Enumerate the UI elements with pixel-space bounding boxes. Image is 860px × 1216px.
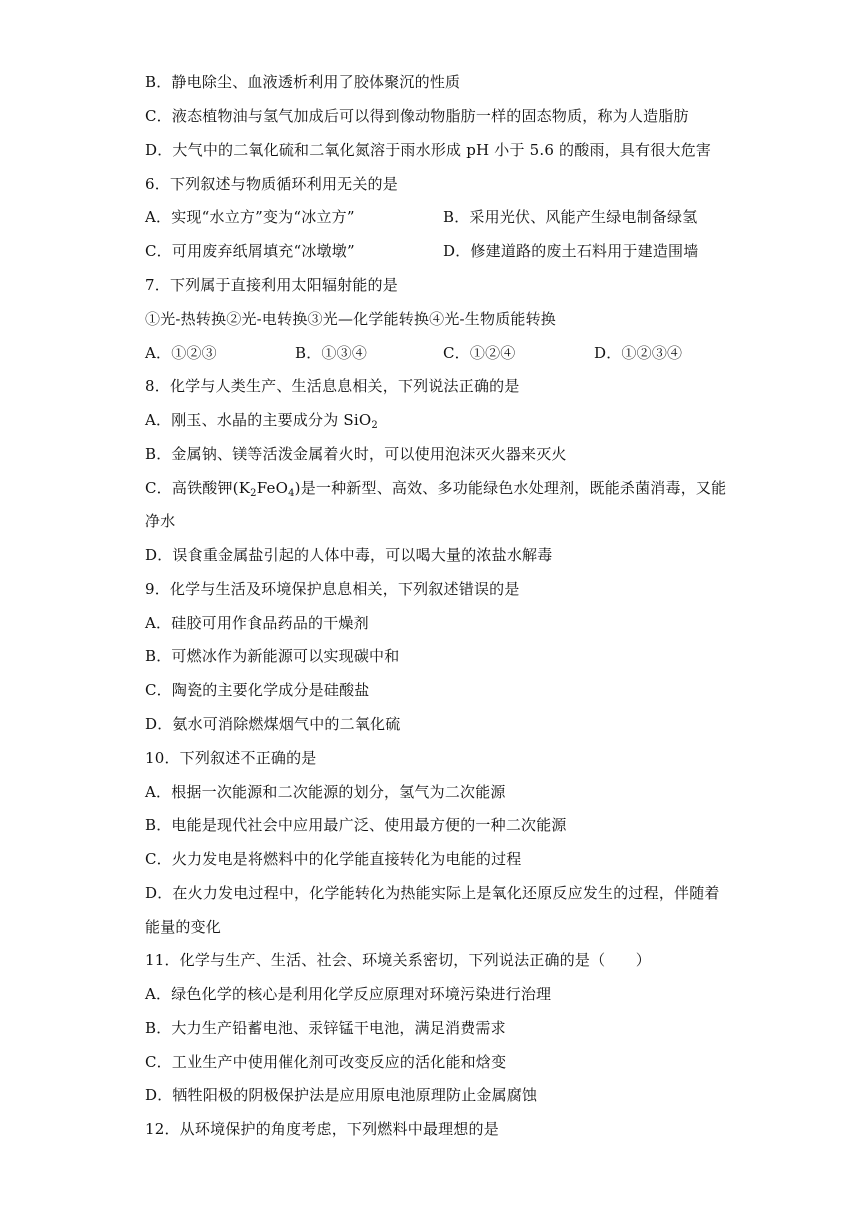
q9-option-a: A．硅胶可用作食品药品的干燥剂 [145,614,369,632]
q6-option-c: C．可用废弃纸屑填充“冰墩墩” [145,242,355,260]
q8-stem: 8．化学与人类生产、生活息息相关，下列说法正确的是 [145,377,520,395]
q9-option-d: D．氨水可消除燃煤烟气中的二氧化硫 [145,715,401,733]
q10-option-c: C．火力发电是将燃料中的化学能直接转化为电能的过程 [145,850,522,868]
q8-option-c-continued: 净水 [145,512,176,530]
q10-option-a: A．根据一次能源和二次能源的划分，氢气为二次能源 [145,783,506,801]
q11-option-a: A．绿色化学的核心是利用化学反应原理对环境污染进行治理 [145,985,552,1003]
q8-option-c-subscript-2: 4 [288,488,295,499]
q9-option-c: C．陶瓷的主要化学成分是硅酸盐 [145,681,370,699]
q8-option-c-subscript-1: 2 [250,488,257,499]
q8-option-a-subscript: 2 [371,420,378,431]
q8-option-d: D．误食重金属盐引起的人体中毒，可以喝大量的浓盐水解毒 [145,546,553,564]
q7-option-b: B．①③④ [295,344,368,362]
q7-option-c: C．①②④ [443,344,516,362]
q6-stem: 6．下列叙述与物质循环利用无关的是 [145,175,398,193]
q7-stem: 7．下列属于直接利用太阳辐射能的是 [145,276,398,294]
q10-option-d: D．在火力发电过程中，化学能转化为热能实际上是氧化还原反应发生的过程，伴随着 [145,884,720,902]
q8-option-a-text: A．刚玉、水晶的主要成分为 SiO [145,411,372,429]
q7-statements: ①光-热转换②光-电转换③光—化学能转换④光-生物质能转换 [145,310,557,328]
q8-option-c-text-1: C．高铁酸钾(K [145,479,251,497]
q6-option-d: D．修建道路的废土石料用于建造围墙 [443,242,699,260]
q8-option-c-text-2: FeO [256,479,289,497]
q8-option-c [145,475,735,501]
q5-option-d: D．大气中的二氧化硫和二氧化氮溶于雨水形成 pH 小于 5.6 的酸雨，具有很大危害 [145,141,712,159]
q9-stem: 9．化学与生活及环境保护息息相关，下列叙述错误的是 [145,580,520,598]
q8-option-b: B．金属钠、镁等活泼金属着火时，可以使用泡沫灭火器来灭火 [145,445,567,463]
q12-stem: 12．从环境保护的角度考虑，下列燃料中最理想的是 [145,1120,499,1138]
q11-stem: 11．化学与生产、生活、社会、环境关系密切，下列说法正确的是（ ） [145,951,651,969]
q11-option-c: C．工业生产中使用催化剂可改变反应的活化能和焓变 [145,1053,507,1071]
q9-option-b: B．可燃冰作为新能源可以实现碳中和 [145,647,400,665]
q5-option-b: B．静电除尘、血液透析利用了胶体聚沉的性质 [145,73,461,91]
q10-stem: 10．下列叙述不正确的是 [145,749,317,767]
q7-option-d: D．①②③④ [594,344,683,362]
q8-option-c-text-3: )是一种新型、高效、多功能绿色水处理剂，既能杀菌消毒，又能 [294,479,727,497]
q7-option-a: A．①②③ [145,344,217,362]
q10-option-d-continued: 能量的变化 [145,918,222,936]
q6-option-a: A．实现“水立方”变为“冰立方” [145,208,355,226]
q11-option-d: D．牺牲阳极的阴极保护法是应用原电池原理防止金属腐蚀 [145,1086,538,1104]
q10-option-b: B．电能是现代社会中应用最广泛、使用最方便的一种二次能源 [145,816,567,834]
q11-option-b: B．大力生产铅蓄电池、汞锌锰干电池，满足消费需求 [145,1019,506,1037]
q5-option-c: C．液态植物油与氢气加成后可以得到像动物脂肪一样的固态物质，称为人造脂肪 [145,107,689,125]
q8-option-a [145,407,735,433]
q6-option-b: B．采用光伏、风能产生绿电制备绿氢 [443,208,698,226]
